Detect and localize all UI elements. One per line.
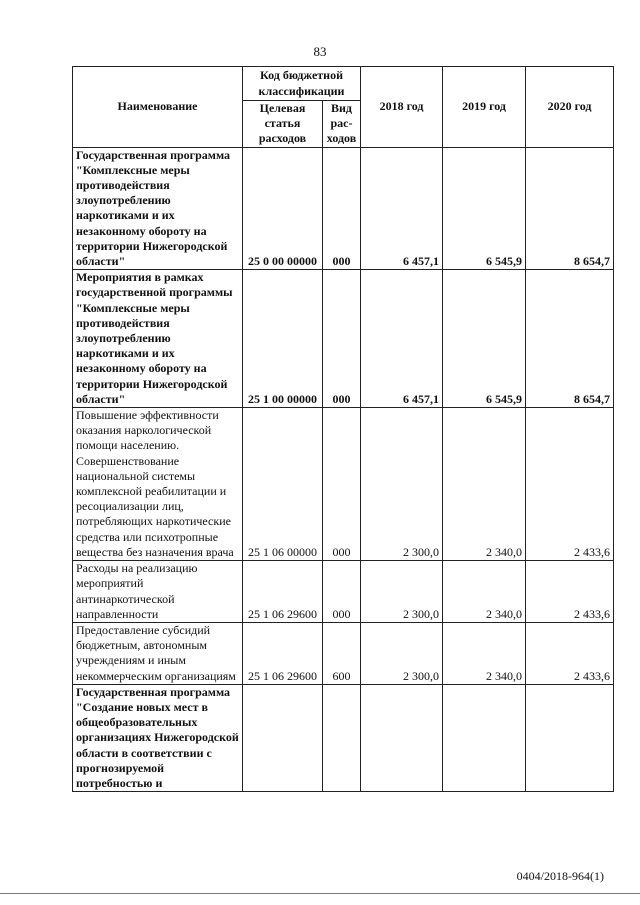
table-row <box>73 270 614 408</box>
row-2018: 2 300,0 <box>361 408 443 561</box>
row-type <box>323 684 361 791</box>
table-row <box>73 684 614 791</box>
row-code: 25 1 06 29600 <box>243 561 323 623</box>
row-name: Расходы на реализацию мероприятий антинаркотической направленности <box>73 561 243 623</box>
table-row <box>73 147 614 270</box>
row-2019: 2 340,0 <box>443 561 526 623</box>
header-code-group: Код бюджетной классификации <box>243 67 361 101</box>
row-type: 000 <box>323 561 361 623</box>
row-code: 25 1 06 00000 <box>243 408 323 561</box>
row-code: 25 1 00 00000 <box>243 270 323 408</box>
row-name: Мероприятия в рамках государственной программы "Комплексные меры противодействия злоупотреблению наркотиками и их незаконному обороту на территории Нижегородской области" <box>73 270 243 408</box>
row-type: 600 <box>323 622 361 684</box>
row-2019: 2 340,0 <box>443 622 526 684</box>
header-year-2019: 2019 год <box>443 67 526 148</box>
header-target-article: Целевая статья расходов <box>243 101 323 148</box>
row-2018: 2 300,0 <box>361 561 443 623</box>
row-name: Государственная программа "Комплексные меры противодействия злоупотреблению наркотиками и их незаконному обороту на территории Нижегородской области" <box>73 147 243 270</box>
row-2019: 6 545,9 <box>443 270 526 408</box>
page-bottom-rule <box>0 893 640 894</box>
row-2020: 2 433,6 <box>526 622 614 684</box>
row-2018 <box>361 684 443 791</box>
document-id: 0404/2018-964(1) <box>516 869 604 883</box>
table-row <box>73 622 614 684</box>
row-code: 25 0 00 00000 <box>243 147 323 270</box>
row-name: Государственная программа "Создание новых мест в общеобразовательных организациях Нижегородской области в соответствии с прогнозируемой потребностью и <box>73 684 243 791</box>
row-2020: 8 654,7 <box>526 147 614 270</box>
row-2020: 8 654,7 <box>526 270 614 408</box>
row-2020: 2 433,6 <box>526 561 614 623</box>
row-code: 25 1 06 29600 <box>243 622 323 684</box>
row-2019 <box>443 684 526 791</box>
page-number: 83 <box>313 44 327 59</box>
row-2019: 6 545,9 <box>443 147 526 270</box>
row-type: 000 <box>323 147 361 270</box>
row-2018: 2 300,0 <box>361 622 443 684</box>
header-year-2020: 2020 год <box>526 67 614 148</box>
row-2018: 6 457,1 <box>361 147 443 270</box>
budget-table <box>72 66 614 792</box>
header-expense-type: Вид рас-ходов <box>323 101 361 148</box>
table-row <box>73 561 614 623</box>
row-2020 <box>526 684 614 791</box>
row-2018: 6 457,1 <box>361 270 443 408</box>
row-code <box>243 684 323 791</box>
row-type: 000 <box>323 270 361 408</box>
header-year-2018: 2018 год <box>361 67 443 148</box>
row-name: Повышение эффективности оказания наркологической помощи населению. Совершенствование национальной системы комплексной реабилитации и ресоциализации лиц, потребляющих наркотические средства или психотропные вещества без назначения врача <box>73 408 243 561</box>
header-name: Наименование <box>73 67 243 148</box>
row-2019: 2 340,0 <box>443 408 526 561</box>
row-type: 000 <box>323 408 361 561</box>
table-row <box>73 408 614 561</box>
row-2020: 2 433,6 <box>526 408 614 561</box>
row-name: Предоставление субсидий бюджетным, автономным учреждениям и иным некоммерческим организациям <box>73 622 243 684</box>
